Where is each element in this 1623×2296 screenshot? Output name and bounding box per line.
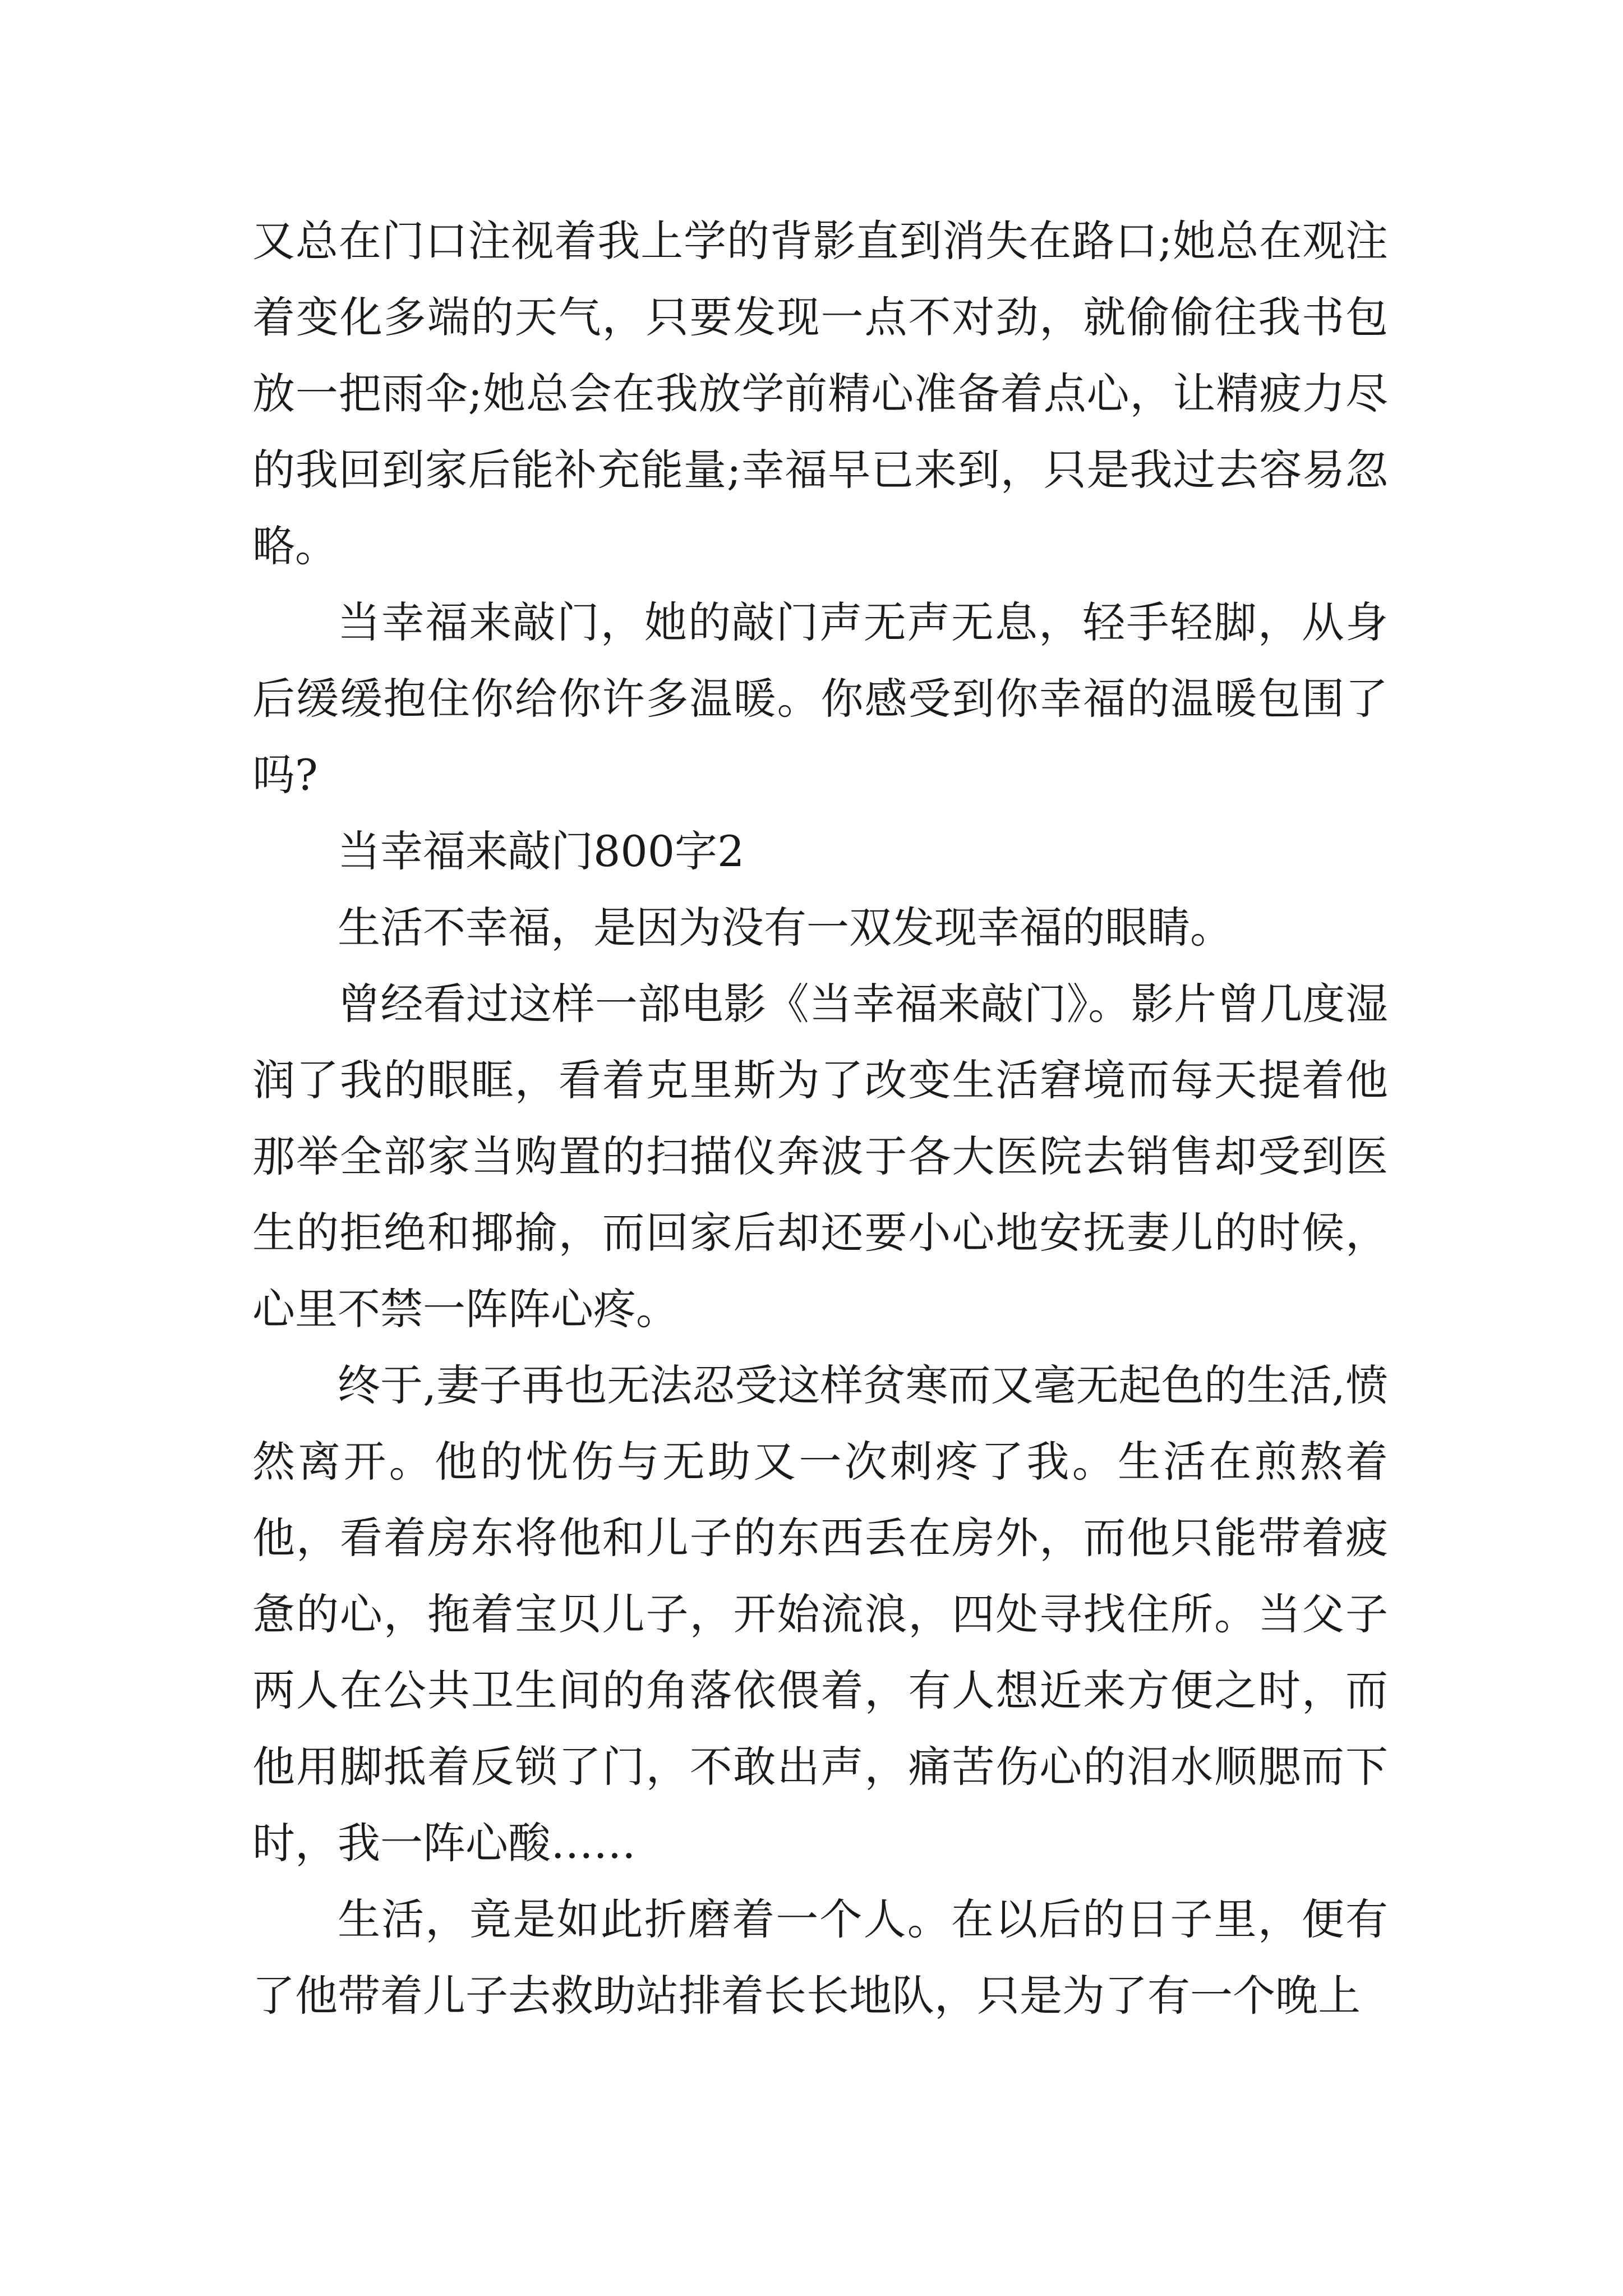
document-body	[252, 203, 1388, 2034]
paragraph-continuation: 又总在门口注视着我上学的背影直到消失在路口;她总在观注着变化多端的天气，只要发现一点不对劲，就偷偷往我书包放一把雨伞;她总会在我放学前精心准备着点心，让精疲力尽的我回到家后能补充能量;幸福早已来到，只是我过去容易忽略。	[252, 216, 1388, 571]
paragraph: 终于,妻子再也无法忍受这样贫寒而又毫无起色的生活,愤然离开。他的忧伤与无助又一次刺疼了我。生活在煎熬着他，看着房东将他和儿子的东西丢在房外，而他只能带着疲惫的心，拖着宝贝儿子，开始流浪，四处寻找住所。当父子两人在公共卫生间的角落依偎着，有人想近来方便之时，而他用脚抵着反锁了门，不敢出声，痛苦伤心的泪水顺腮而下时，我一阵心酸……	[252, 1360, 1388, 1868]
paragraph: 当幸福来敲门，她的敲门声无声无息，轻手轻脚，从身后缓缓抱住你给你许多温暖。你感受到你幸福的温暖包围了吗?	[252, 597, 1388, 800]
paragraph: 生活，竟是如此折磨着一个人。在以后的日子里，便有了他带着儿子去救助站排着长长地队，只是为了有一个晚上	[252, 1894, 1388, 2021]
paragraph: 生活不幸福，是因为没有一双发现幸福的眼睛。	[338, 903, 1233, 953]
section-heading: 当幸福来敲门800字2	[338, 826, 745, 876]
paragraph: 曾经看过这样一部电影《当幸福来敲门》。影片曾几度湿润了我的眼眶，看着克里斯为了改变生活窘境而每天提着他那举全部家当购置的扫描仪奔波于各大医院去销售却受到医生的拒绝和揶揄，而回家后却还要小心地安抚妻儿的时候，心里不禁一阵阵心疼。	[252, 979, 1388, 1334]
